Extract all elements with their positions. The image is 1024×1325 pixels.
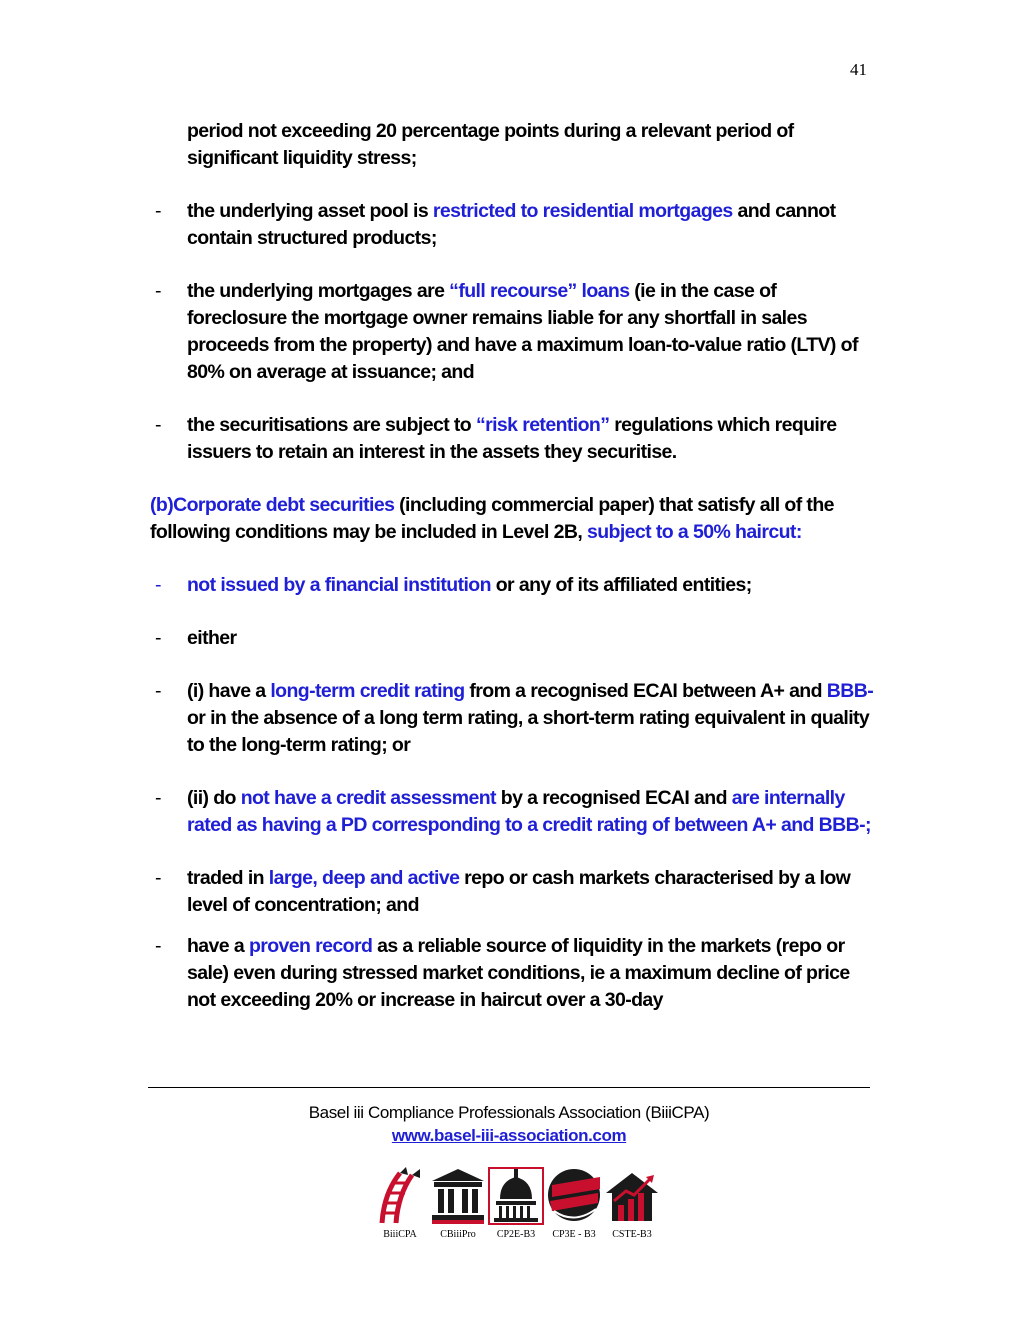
list-item [150, 412, 880, 466]
list-item [150, 625, 880, 652]
logo-label: CBiiiPro [440, 1229, 476, 1240]
highlight: restricted to residential mortgages [432, 200, 733, 222]
highlight: “full recourse” loans [449, 280, 630, 302]
red-globe-icon [544, 1165, 604, 1227]
list-item [150, 933, 880, 1014]
text: the underlying asset pool is [187, 200, 433, 222]
bullet-dash: - [155, 280, 161, 302]
highlight: not issued by a financial institution [187, 574, 491, 596]
text: (i) have a [187, 680, 271, 702]
highlight: not have a credit assessment [240, 787, 496, 809]
logo-label: BiiiCPA [383, 1229, 417, 1240]
highlight: are internally rated as having a PD corresponding to a credit rating of between A+ and BBB-; [187, 787, 871, 836]
bank-building-icon [428, 1165, 488, 1227]
page-number: 41 [850, 60, 867, 79]
list-item [150, 278, 880, 386]
text: or in the absence of a long term rating, a short-term rating equivalent in quality to the long-term rating; or [187, 707, 870, 756]
capitol-dome-icon [486, 1165, 546, 1227]
list-item [150, 678, 880, 759]
highlight: “risk retention” [475, 414, 610, 436]
logo-biiicpa [370, 1165, 430, 1245]
logo-cp2e-b3 [486, 1165, 546, 1245]
bullet-dash: - [155, 867, 161, 889]
bullet-dash: - [155, 935, 161, 957]
text: traded in [187, 867, 269, 889]
list-item [150, 785, 880, 839]
text: the underlying mortgages are [187, 280, 450, 302]
ladder-arrows-icon [370, 1165, 430, 1227]
list-item [150, 572, 880, 599]
logo-label: CP2E-B3 [496, 1229, 536, 1240]
footer [148, 1101, 870, 1147]
intro-text: period not exceeding 20 percentage points during a relevant period of significant liquidity stress; [187, 120, 794, 169]
bullet-dash: - [155, 787, 161, 809]
text: regulations which require issuers to retain an interest in the assets they securitise. [187, 414, 837, 463]
footer-divider [148, 1087, 870, 1088]
bullet-dash: - [155, 200, 161, 222]
text: (ii) do [187, 787, 241, 809]
text: (ie in the case of foreclosure the mortgage owner remains liable for any shortfall in sales proceeds from the property) and have a maximum loan-to-value ratio (LTV) of 80% on average at issuance; and [187, 280, 858, 383]
house-chart-icon [602, 1165, 662, 1227]
bullet-dash: - [155, 414, 161, 436]
text: by a recognised ECAI and [495, 787, 732, 809]
highlight: long-term credit rating [270, 680, 465, 702]
text: the securitisations are subject to [187, 414, 476, 436]
highlight: BBB- [826, 680, 874, 702]
highlight: proven record [248, 935, 373, 957]
logo-cbiiipro [428, 1165, 488, 1245]
list-item [150, 865, 880, 919]
footer-website-link[interactable]: www.basel-iii-association.com [391, 1126, 627, 1145]
bullet-dash: - [155, 680, 161, 702]
text: (including commercial paper) that satisfy all of the following conditions may be included in Level 2B, [150, 494, 834, 543]
logo-label: CSTE-B3 [612, 1229, 652, 1240]
bullet-dash: - [155, 574, 161, 596]
logo-cp3e-b3 [544, 1165, 604, 1245]
section-b-paragraph [150, 492, 880, 546]
intro-continuation [150, 118, 880, 172]
text: as a reliable source of liquidity in the markets (repo or sale) even during stressed market conditions, ie a maximum decline of price not exceeding 20% or increase in haircut over a 30-day [187, 935, 850, 1011]
text: or any of its affiliated entities; [490, 574, 752, 596]
highlight: subject to a 50% haircut: [586, 521, 802, 543]
text: either [187, 627, 237, 649]
document-body [150, 118, 880, 1040]
bullet-dash: - [155, 627, 161, 649]
footer-org: Basel iii Compliance Professionals Association (BiiiCPA) [308, 1103, 710, 1122]
text: repo or cash markets characterised by a low level of concentration; and [187, 867, 851, 916]
text: and cannot contain structured products; [187, 200, 836, 249]
highlight: large, deep and active [268, 867, 460, 889]
list-item [150, 198, 880, 252]
highlight: (b)Corporate debt securities [150, 494, 395, 516]
logo-strip [370, 1165, 660, 1245]
logo-label: CP3E - B3 [552, 1229, 596, 1240]
text: have a [187, 935, 249, 957]
logo-cste-b3 [602, 1165, 662, 1245]
text: from a recognised ECAI between A+ and [464, 680, 827, 702]
